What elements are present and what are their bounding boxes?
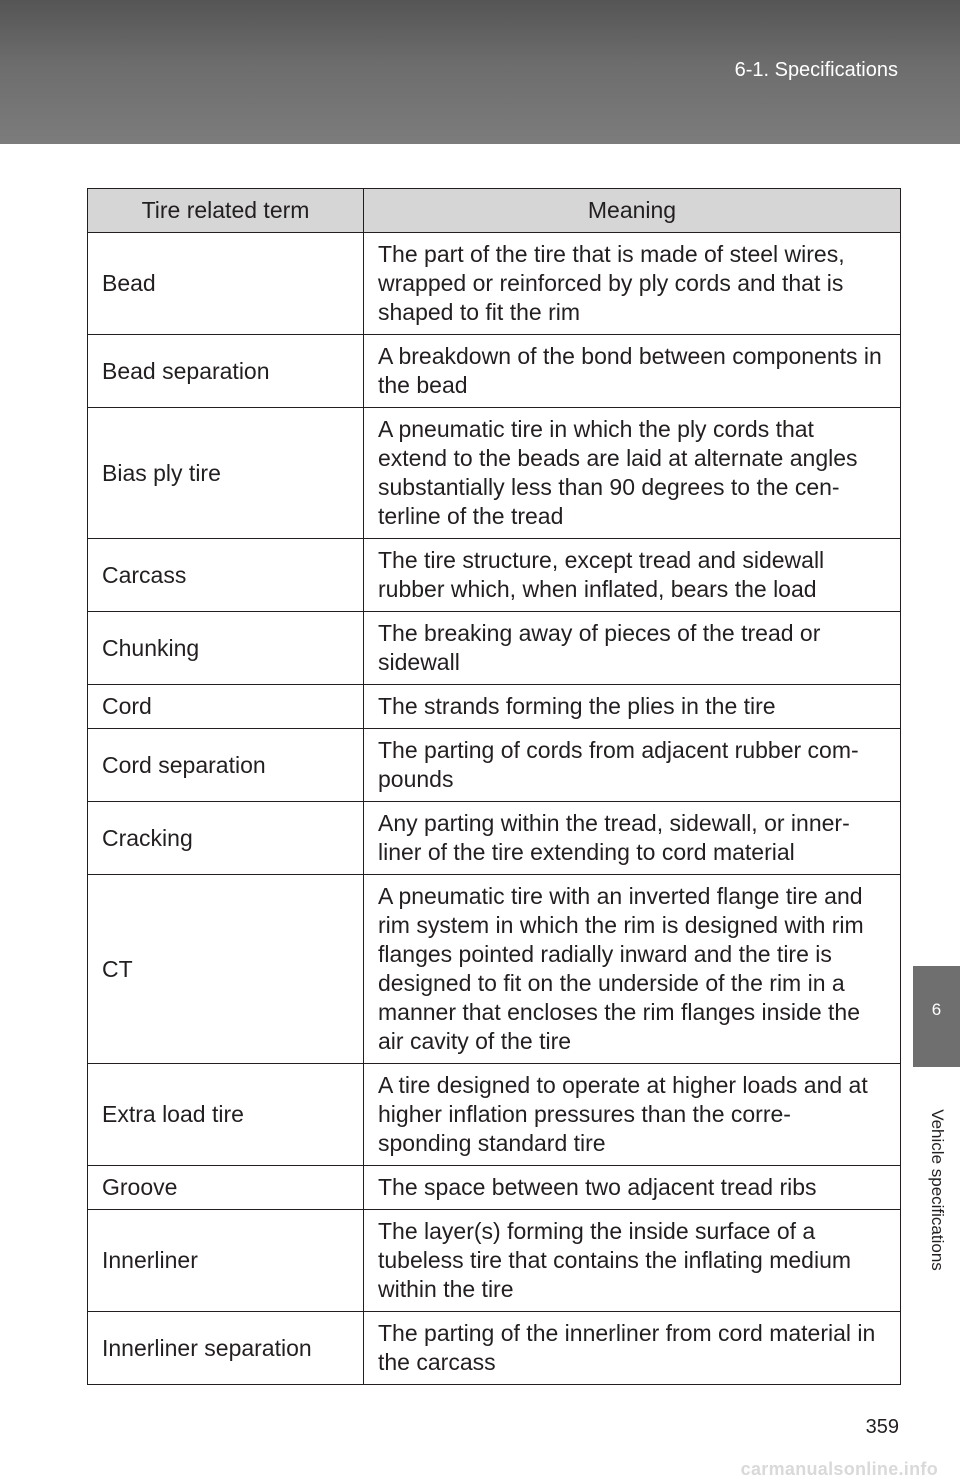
table-row <box>88 1166 901 1210</box>
term-cell: Cord <box>88 685 364 729</box>
meaning-cell: The space between two adjacent tread ribs <box>364 1166 901 1210</box>
meaning-cell: The layer(s) forming the inside surface of a tubeless tire that contains the inflating medium within the tire <box>364 1210 901 1312</box>
tire-terms-table <box>87 188 901 1385</box>
meaning-cell: The parting of cords from adjacent rubber com-pounds <box>364 729 901 802</box>
meaning-cell: Any parting within the tread, sidewall, or inner-liner of the tire extending to cord material <box>364 802 901 875</box>
meaning-cell: A breakdown of the bond between components in the bead <box>364 335 901 408</box>
meaning-cell: The strands forming the plies in the tire <box>364 685 901 729</box>
column-header-term: Tire related term <box>88 189 364 233</box>
column-header-meaning: Meaning <box>364 189 901 233</box>
term-cell: Bead separation <box>88 335 364 408</box>
table-row <box>88 685 901 729</box>
term-cell: Innerliner <box>88 1210 364 1312</box>
page-number: 359 <box>865 1416 899 1438</box>
meaning-cell: The part of the tire that is made of steel wires, wrapped or reinforced by ply cords and that is shaped to fit the rim <box>364 233 901 335</box>
meaning-cell: The tire structure, except tread and sidewall rubber which, when inflated, bears the load <box>364 539 901 612</box>
term-cell: Extra load tire <box>88 1064 364 1166</box>
term-cell: Carcass <box>88 539 364 612</box>
term-cell: Bias ply tire <box>88 408 364 539</box>
meaning-cell: A tire designed to operate at higher loads and at higher inflation pressures than the corre-sponding standard tire <box>364 1064 901 1166</box>
table-row <box>88 1064 901 1166</box>
table-row <box>88 233 901 335</box>
term-cell: CT <box>88 875 364 1064</box>
table-header-row <box>88 189 901 233</box>
meaning-cell: A pneumatic tire with an inverted flange tire and rim system in which the rim is designed with rim flanges pointed radially inward and the tire is designed to fit on the underside of the rim in a manner that encloses the rim flanges inside the air cavity of the tire <box>364 875 901 1064</box>
table-row <box>88 1312 901 1385</box>
table-row <box>88 612 901 685</box>
watermark: carmanualsonline.info <box>740 1459 938 1479</box>
term-cell: Cracking <box>88 802 364 875</box>
header-band <box>0 0 960 144</box>
chapter-tab-number: 6 <box>931 1000 942 1019</box>
table-row <box>88 408 901 539</box>
table-row <box>88 802 901 875</box>
chapter-tab-label <box>923 1072 951 1308</box>
meaning-cell: A pneumatic tire in which the ply cords that extend to the beads are laid at alternate angles substantially less than 90 degrees to the cen-terline of the tread <box>364 408 901 539</box>
table-row <box>88 729 901 802</box>
chapter-tab[interactable] <box>913 966 960 1067</box>
term-cell: Groove <box>88 1166 364 1210</box>
meaning-cell: The parting of the innerliner from cord material in the carcass <box>364 1312 901 1385</box>
term-cell: Cord separation <box>88 729 364 802</box>
table-row <box>88 1210 901 1312</box>
term-cell: Bead <box>88 233 364 335</box>
term-cell: Chunking <box>88 612 364 685</box>
term-cell: Innerliner separation <box>88 1312 364 1385</box>
table-row <box>88 875 901 1064</box>
table-row <box>88 335 901 408</box>
section-title: 6-1. Specifications <box>734 59 898 81</box>
meaning-cell: The breaking away of pieces of the tread or sidewall <box>364 612 901 685</box>
chapter-tab-label-text: Vehicle specifications <box>928 1109 947 1271</box>
table-row <box>88 539 901 612</box>
